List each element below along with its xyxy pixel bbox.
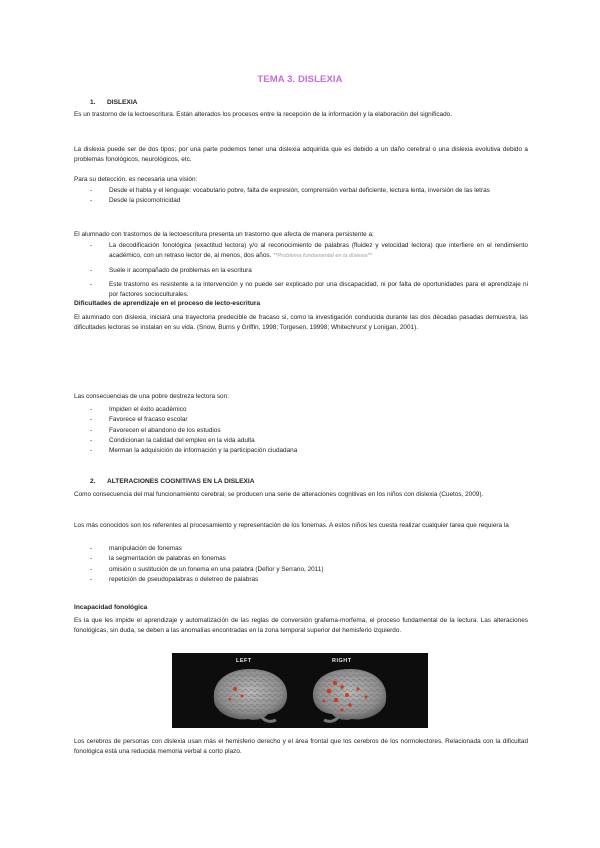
paragraph: Las consecuencias de una pobre destreza lectora son: xyxy=(74,393,229,400)
list-item: - la segmentación de palabras en fonemas xyxy=(74,554,528,564)
paragraph: Es un trastorno de la lectoescritura. Están alterados los procesos entre la recepción de la información y la elaboración del significado. xyxy=(74,111,452,118)
list-item: - Desde la psicomotricidad xyxy=(74,196,528,206)
list-item: - omisión o sustitución de un fonema en una palabra (Defior y Serrano, 2011) xyxy=(74,565,528,575)
brain-scan-image xyxy=(172,653,428,728)
list-item: - manipulación de fonemas xyxy=(74,544,528,554)
list-item: - Favorece el fracaso escolar xyxy=(74,415,528,425)
section-title: ALTERACIONES COGNITIVAS EN LA DISLEXIA xyxy=(107,478,255,485)
section-number: 2. xyxy=(90,478,96,485)
list-item: - Este trastorno es resistente a la intervención y no puede ser explicado por una discapacidad, ni por falta de oportunidades para el aprendizaje ni por factores socioculturales. xyxy=(74,280,528,301)
paragraph: Es la que les impide el aprendizaje y automatización de las reglas de conversión grafema-morfema, el proceso fundamental de la lectura. Las alteraciones fonológicas, sin duda, se deben a las anomalías encontradas en la zona temporal superior del hemisferio izquierdo. xyxy=(74,617,528,635)
list-item: - Desde el habla y el lenguaje: vocabulario pobre, falta de expresión, comprensión verbal deficiente, lectura lenta, inversión de las letras xyxy=(74,186,528,196)
left-brain xyxy=(214,669,287,721)
paragraph: Los más conocidos son los referentes al procesamiento y representación de los fonemas. A estos niños les cuesta realizar cualquier tarea que requiera la xyxy=(74,522,509,529)
vision-list xyxy=(74,186,528,207)
list-item-text: La decodificación fonológica (exactitud lectora) y/o al reconocimiento de palabras (fluidez y velocidad lectora) que interfiere en el rendimiento académico, con un retraso lector de, al menos, dos años. xyxy=(109,242,528,260)
brain-illustration xyxy=(172,653,428,728)
right-hemisphere-label: RIGHT xyxy=(332,658,352,664)
paragraph: Los cerebros de personas con dislexia usan más el hemisferio derecho y el área frontal que los cerebros de los normolectores. Relacionada con la dificultad fonológica está una reducida memoria verbal a corto plazo. xyxy=(74,738,528,756)
tasks-list xyxy=(74,544,528,585)
list-item: - Suele ir acompañado de problemas en la escritura xyxy=(74,266,528,276)
dificultades-heading: Dificultades de aprendizaje en el proceso de lecto-escritura xyxy=(74,300,261,307)
list-item: - Impiden el éxito académico xyxy=(74,405,528,415)
incapacidad-heading: Incapacidad fonológica xyxy=(74,604,148,611)
page-title: TEMA 3. DISLEXIA xyxy=(257,74,343,85)
paragraph: Como consecuencia del mal funcionamiento cerebral, se producen una serie de alteraciones cognitivas en los niños con dislexia (Cuetos, 2009). xyxy=(74,491,484,498)
list-item xyxy=(74,241,528,262)
section-number: 1. xyxy=(90,99,96,106)
list-item: - Favorecen el abandono de los estudios xyxy=(74,426,528,436)
list-item: - repetición de pseudopalabras o deletreo de palabras xyxy=(74,575,528,585)
consequences-list xyxy=(74,405,528,456)
list-item: - Condicionan la calidad del empleo en la vida adulta xyxy=(74,436,528,446)
list-item: - Merman la adquisición de información y la participación ciudadana xyxy=(74,446,528,456)
paragraph: El alumnado con trastornos de la lectoescritura presenta un trastorno que afecta de manera persistente a; xyxy=(74,231,374,238)
section-title: DISLEXIA xyxy=(107,99,138,106)
paragraph: Para su detección, es necesaria una visión: xyxy=(74,176,198,183)
paragraph: El alumnado con dislexia, iniciará una trayectoria predecible de fracaso si, como la investigación conducida durante las dos décadas pasadas demuestra, las dificultades lectoras se instalan en su vida. (Snow, Burns y Griffin, 1998; Torgesen, 19998; Whitechrurst y Lonigan, 2001). xyxy=(74,314,528,332)
left-hemisphere-label: LEFT xyxy=(236,658,252,664)
right-brain xyxy=(313,669,386,721)
fundamental-problem-note: **Problema fundamental en la dislexia** xyxy=(273,253,373,260)
paragraph: La dislexia puede ser de dos tipos; por una parte podemos tener una dislexia adquirida que es debido a un daño cerebral o una dislexia evolutiva debido a problemas fonológicos, neurológicos, etc. xyxy=(74,146,528,164)
trastorno-list xyxy=(74,241,528,300)
